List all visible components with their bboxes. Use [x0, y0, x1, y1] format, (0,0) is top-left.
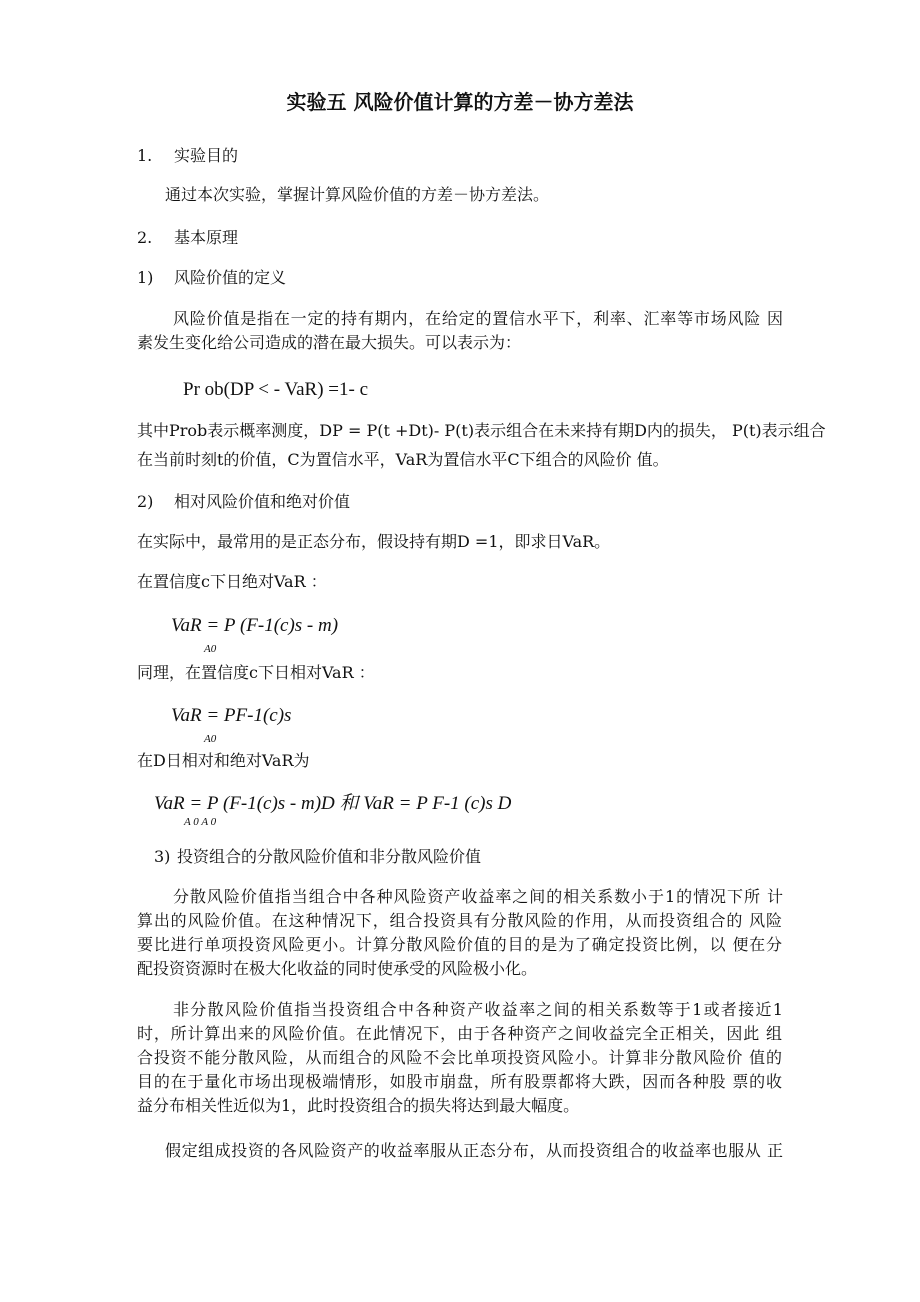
- subsection-number: 1): [137, 268, 154, 287]
- subsection-heading: 相对风险价值和绝对价值: [174, 492, 351, 511]
- subsection-heading: 投资组合的分散风险价值和非分散风险价值: [177, 847, 482, 866]
- paragraph-line: 在实际中，最常用的是正态分布，假设持有期D =1，即求日VaR。: [137, 532, 611, 551]
- paragraph-line: 在置信度c下日绝对VaR ：: [137, 572, 327, 591]
- page-title: 实验五 风险价值计算的方差－协方差法: [286, 90, 634, 114]
- paragraph-line: 风险价值是指在一定的持有期内，在给定的置信水平下，利率、汇率等市场风险 因: [173, 309, 783, 328]
- formula-subscript: A 0 A 0: [184, 816, 217, 828]
- formula-absolute-var: VaR = P (F-1(c)s - m): [171, 615, 339, 636]
- paragraph-line: 要比进行单项投资风险更小。计算分散风险价值的目的是为了确定投资比例，以 便在分: [137, 935, 782, 954]
- section-heading: 基本原理: [174, 228, 239, 247]
- paragraph-line: 合投资不能分散风险，从而组合的风险不会比单项投资风险小。计算非分散风险价 值的: [137, 1048, 782, 1067]
- paragraph-line: 配投资资源时在极大化收益的同时使承受的风险极小化。: [137, 959, 538, 978]
- paragraph-line: 同理，在置信度c下日相对VaR ：: [137, 663, 375, 682]
- formula-subscript: A0: [204, 643, 217, 655]
- paragraph-line: 分散风险价值指当组合中各种风险资产收益率之间的相关系数小于1的情况下所 计: [173, 887, 783, 906]
- paragraph-line: 其中Prob表示概率测度，DP = P(t +Dt)- P(t)表示组合在未来持有期D内的损失， P(t)表示组合: [137, 421, 826, 440]
- formula-relative-var: VaR = PF-1(c)s: [171, 705, 292, 726]
- paragraph: 通过本次实验，掌握计算风险价值的方差－协方差法。: [165, 185, 550, 204]
- paragraph-line: 在D日相对和绝对VaR为: [137, 751, 310, 770]
- subsection-number: 3): [154, 847, 171, 866]
- section-number: 1.: [137, 146, 153, 165]
- paragraph-line: 目的在于量化市场出现极端情形，如股市崩盘，所有股票都将大跌，因而各种股 票的收: [137, 1072, 782, 1091]
- paragraph-line: 素发生变化给公司造成的潜在最大损失。可以表示为：: [137, 333, 522, 352]
- section-heading: 实验目的: [174, 146, 239, 165]
- section-number: 2.: [137, 228, 153, 247]
- paragraph-line: 在当前时刻t的价值，C为置信水平，VaR为置信水平C下组合的风险价 值。: [137, 450, 669, 469]
- formula-prob: Pr ob(DP < - VaR) =1- c: [183, 379, 369, 400]
- paragraph-line: 非分散风险价值指当投资组合中各种资产收益率之间的相关系数等于1或者接近1: [173, 1000, 783, 1019]
- subsection-number: 2): [137, 492, 154, 511]
- paragraph-line: 假定组成投资的各风险资产的收益率服从正态分布，从而投资组合的收益率也服从 正: [165, 1141, 783, 1160]
- formula-d-day-var: VaR = P (F-1(c)s - m)D 和 VaR = P F-1 (c)s D: [154, 793, 512, 814]
- paragraph-line: 益分布相关性近似为1，此时投资组合的损失将达到最大幅度。: [137, 1096, 580, 1115]
- paragraph-line: 时，所计算出来的风险价值。在此情况下，由于各种资产之间收益完全正相关，因此 组: [137, 1024, 782, 1043]
- subsection-heading: 风险价值的定义: [174, 268, 287, 287]
- paragraph-line: 算出的风险价值。在这种情况下，组合投资具有分散风险的作用，从而投资组合的 风险: [137, 911, 782, 930]
- formula-subscript: A0: [204, 733, 217, 745]
